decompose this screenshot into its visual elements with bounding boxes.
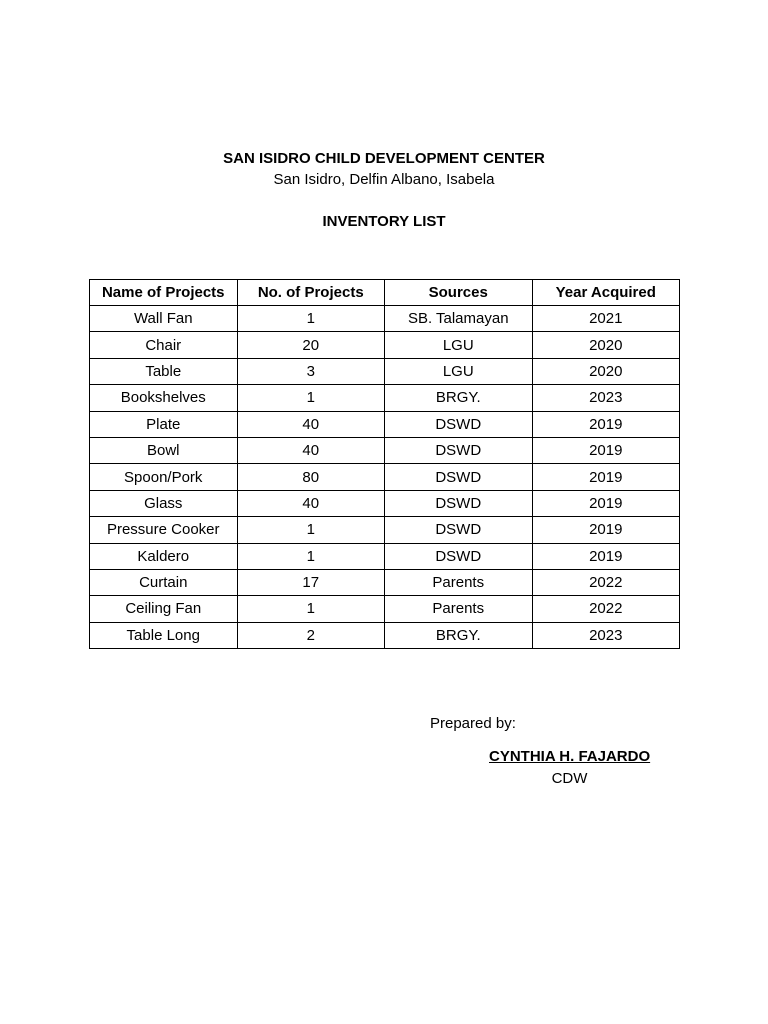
cell-item-year: 2020 [532,358,680,384]
cell-item-year: 2020 [532,332,680,358]
table-header-row [90,280,680,306]
cell-item-name: Wall Fan [90,306,238,332]
column-header-year: Year Acquired [532,280,680,306]
table-row [90,332,680,358]
cell-item-source: DSWD [385,517,533,543]
table-row [90,596,680,622]
cell-item-name: Kaldero [90,543,238,569]
table-row [90,306,680,332]
cell-item-name: Bowl [90,437,238,463]
cell-item-year: 2019 [532,490,680,516]
cell-item-source: LGU [385,332,533,358]
cell-item-source: Parents [385,569,533,595]
cell-item-source: Parents [385,596,533,622]
cell-item-name: Plate [90,411,238,437]
column-header-count: No. of Projects [237,280,385,306]
cell-item-name: Table [90,358,238,384]
cell-item-count: 1 [237,543,385,569]
cell-item-source: DSWD [385,411,533,437]
cell-item-name: Bookshelves [90,385,238,411]
cell-item-source: SB. Talamayan [385,306,533,332]
cell-item-count: 80 [237,464,385,490]
cell-item-name: Ceiling Fan [90,596,238,622]
cell-item-year: 2019 [532,464,680,490]
table-row [90,358,680,384]
cell-item-year: 2021 [532,306,680,332]
cell-item-year: 2019 [532,411,680,437]
cell-item-name: Glass [90,490,238,516]
cell-item-source: BRGY. [385,385,533,411]
column-header-name: Name of Projects [90,280,238,306]
table-row [90,543,680,569]
table-row [90,464,680,490]
cell-item-year: 2022 [532,569,680,595]
table-row [90,411,680,437]
cell-item-count: 1 [237,596,385,622]
cell-item-year: 2023 [532,622,680,648]
column-header-source: Sources [385,280,533,306]
organization-name: SAN ISIDRO CHILD DEVELOPMENT CENTER [223,150,545,167]
cell-item-count: 40 [237,437,385,463]
table-row [90,517,680,543]
table-row [90,569,680,595]
cell-item-count: 1 [237,517,385,543]
cell-item-count: 1 [237,306,385,332]
document-title: INVENTORY LIST [322,213,446,230]
cell-item-name: Spoon/Pork [90,464,238,490]
cell-item-year: 2019 [532,543,680,569]
preparer-name: CYNTHIA H. FAJARDO [489,748,651,765]
cell-item-source: DSWD [385,490,533,516]
table-row [90,622,680,648]
cell-item-count: 20 [237,332,385,358]
cell-item-count: 17 [237,569,385,595]
cell-item-year: 2019 [532,437,680,463]
cell-item-year: 2022 [532,596,680,622]
table-body [90,306,680,649]
cell-item-count: 40 [237,490,385,516]
cell-item-source: DSWD [385,437,533,463]
cell-item-source: DSWD [385,543,533,569]
cell-item-name: Chair [90,332,238,358]
cell-item-year: 2019 [532,517,680,543]
organization-address: San Isidro, Delfin Albano, Isabela [273,171,495,188]
cell-item-name: Pressure Cooker [90,517,238,543]
table-row [90,385,680,411]
cell-item-source: DSWD [385,464,533,490]
table-row [90,437,680,463]
preparer-position: CDW [551,770,588,787]
cell-item-source: BRGY. [385,622,533,648]
cell-item-count: 3 [237,358,385,384]
inventory-table [89,279,680,649]
cell-item-name: Table Long [90,622,238,648]
cell-item-count: 2 [237,622,385,648]
table-row [90,490,680,516]
cell-item-year: 2023 [532,385,680,411]
cell-item-count: 40 [237,411,385,437]
cell-item-name: Curtain [90,569,238,595]
cell-item-count: 1 [237,385,385,411]
cell-item-source: LGU [385,358,533,384]
prepared-by-label: Prepared by: [430,715,516,732]
